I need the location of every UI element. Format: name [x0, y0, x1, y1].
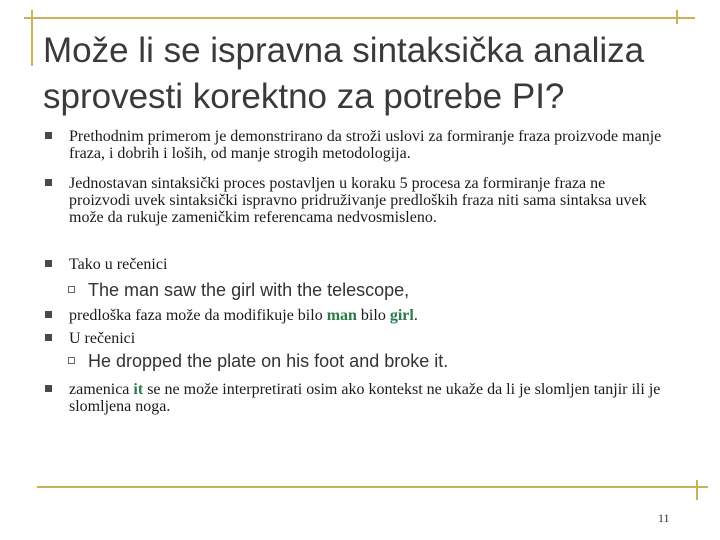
bullet-text-part: se ne može interpretirati osim ako kontekst ne ukaže da li je slomljen tanjir ili je slomljena noga.	[69, 381, 661, 415]
bullet-text: Jednostavan sintaksički proces postavljen u koraku 5 procesa za formiranje fraza ne proizvodi uvek sintaksički ispravno pridruživanje predloških fraza niti sama sintaksa uvek može da rukuje zameničkim referencama nedvosmisleno.	[69, 175, 647, 226]
square-bullet-icon	[45, 179, 52, 186]
bullet-text: Prethodnim primerom je demonstrirano da stroži uslovi za formiranje fraza proizvode manje fraza, i dobrih i loših, od manje strogih metodologija.	[69, 128, 662, 162]
square-bullet-icon	[45, 132, 52, 139]
highlight-word: it	[133, 381, 144, 398]
square-bullet-icon	[45, 385, 52, 392]
square-bullet-icon	[45, 334, 52, 341]
hollow-square-bullet-icon	[68, 357, 75, 364]
bullet-text-part: .	[413, 307, 418, 324]
highlight-word: girl	[389, 307, 414, 324]
bullet-text: Tako u rečenici	[69, 256, 168, 273]
frame-left-line	[31, 10, 33, 66]
page-number: 11	[658, 511, 670, 525]
bullet-text-part: predloška faza može da modifikuje bilo	[69, 307, 327, 324]
hollow-square-bullet-icon	[68, 286, 75, 293]
highlight-word: man	[326, 307, 357, 324]
frame-bottom-tick	[696, 480, 698, 500]
frame-bottom-line	[37, 486, 708, 488]
bullet-text-part: bilo	[356, 307, 390, 324]
bullet-text-part: zamenica	[69, 381, 134, 398]
square-bullet-icon	[45, 260, 52, 267]
bullet-text	[69, 307, 669, 324]
bullet-text: U rečenici	[69, 330, 136, 347]
square-bullet-icon	[45, 311, 52, 318]
example-sentence: He dropped the plate on his foot and broke it.	[88, 351, 449, 371]
frame-top-line	[24, 17, 695, 19]
example-sentence: The man saw the girl with the telescope,	[88, 280, 410, 300]
bullet-text	[69, 381, 669, 415]
slide-title: Može li se ispravna sintaksička analiza sprovesti korektno za potrebe PI?	[43, 31, 645, 116]
frame-right-tick	[676, 10, 678, 24]
